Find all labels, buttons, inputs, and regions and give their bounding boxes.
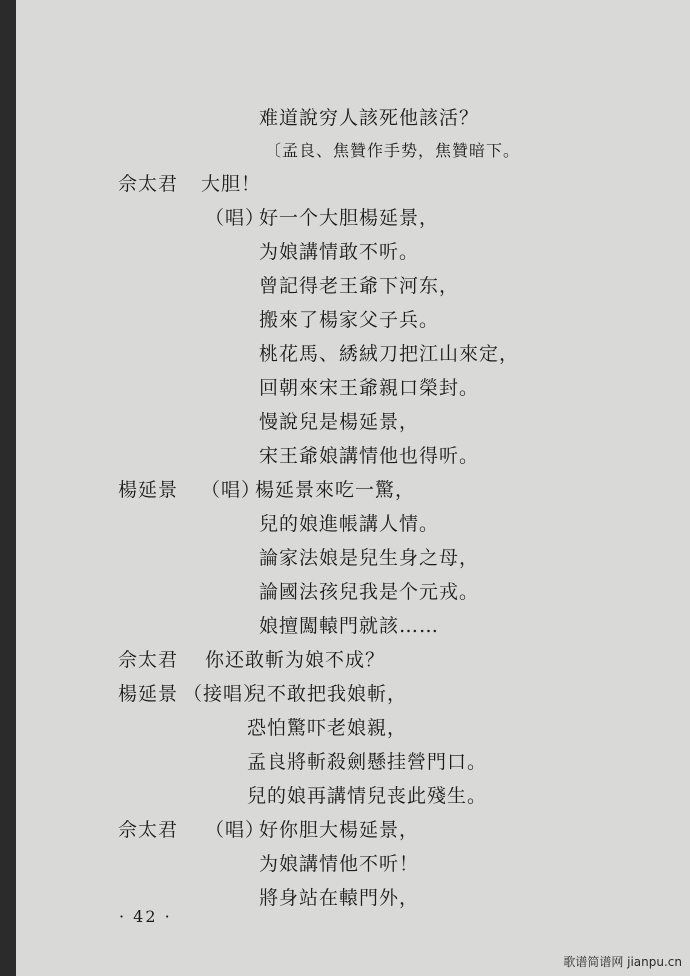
continue-sing-cue: （接唱） [183,683,264,705]
verse-line: 为娘講情他不听！ [259,853,420,875]
verse-line: 論家法娘是兒生身之母， [259,547,480,569]
spoken-line: 大胆！ [201,173,262,195]
speaker-name: 佘太君 [118,173,179,195]
verse-line: 好你胆大楊延景， [259,819,420,841]
verse-line: 娘擅闖轅門就該…… [259,615,440,637]
verse-line: 搬來了楊家父子兵。 [259,309,440,331]
speaker-name: 佘太君 [118,819,179,841]
sing-cue: （唱） [205,207,266,229]
speaker-name: 楊延景 [118,479,179,501]
verse-line: 好一个大胆楊延景， [259,207,440,229]
site-watermark: 歌谱简谱网 jianpu.cn [563,955,682,969]
verse-line: 恐怕驚吓老娘親， [247,717,408,739]
verse-line: 为娘講情敢不听。 [259,241,420,263]
verse-line: 曾記得老王爺下河东， [259,275,460,297]
verse-line: 將身站在轅門外， [259,887,420,909]
verse-line: 兒的娘再講情兒丧此殘生。 [247,785,488,807]
verse-line: 宋王爺娘講情他也得听。 [259,445,480,467]
spoken-line: 你还敢斬为娘不成？ [205,649,386,671]
verse-line: 慢說兒是楊延景， [259,411,420,433]
verse-line: 兒的娘進帳講人情。 [259,513,440,535]
verse-line: 孟良將斬殺劍懸挂營門口。 [247,751,488,773]
verse-line: 回朝來宋王爺親口榮封。 [259,377,480,399]
verse-line: 楊延景來吃一驚， [255,479,416,501]
speaker-name: 佘太君 [118,649,179,671]
verse-line: 兒不敢把我娘斬， [247,683,408,705]
speaker-name: 楊延景 [118,683,179,705]
verse-line: 难道說穷人該死他該活？ [259,107,480,129]
page [16,0,690,976]
sing-cue: （唱） [201,479,262,501]
verse-line: 桃花馬、綉絨刀把江山來定， [259,343,520,365]
verse-line: 論國法孩兒我是个元戎。 [259,581,480,603]
page-number: · 42 · [119,907,172,926]
stage-direction: 〔孟良、焦贊作手势，焦贊暗下。 [265,141,521,160]
sing-cue: （唱） [205,819,266,841]
